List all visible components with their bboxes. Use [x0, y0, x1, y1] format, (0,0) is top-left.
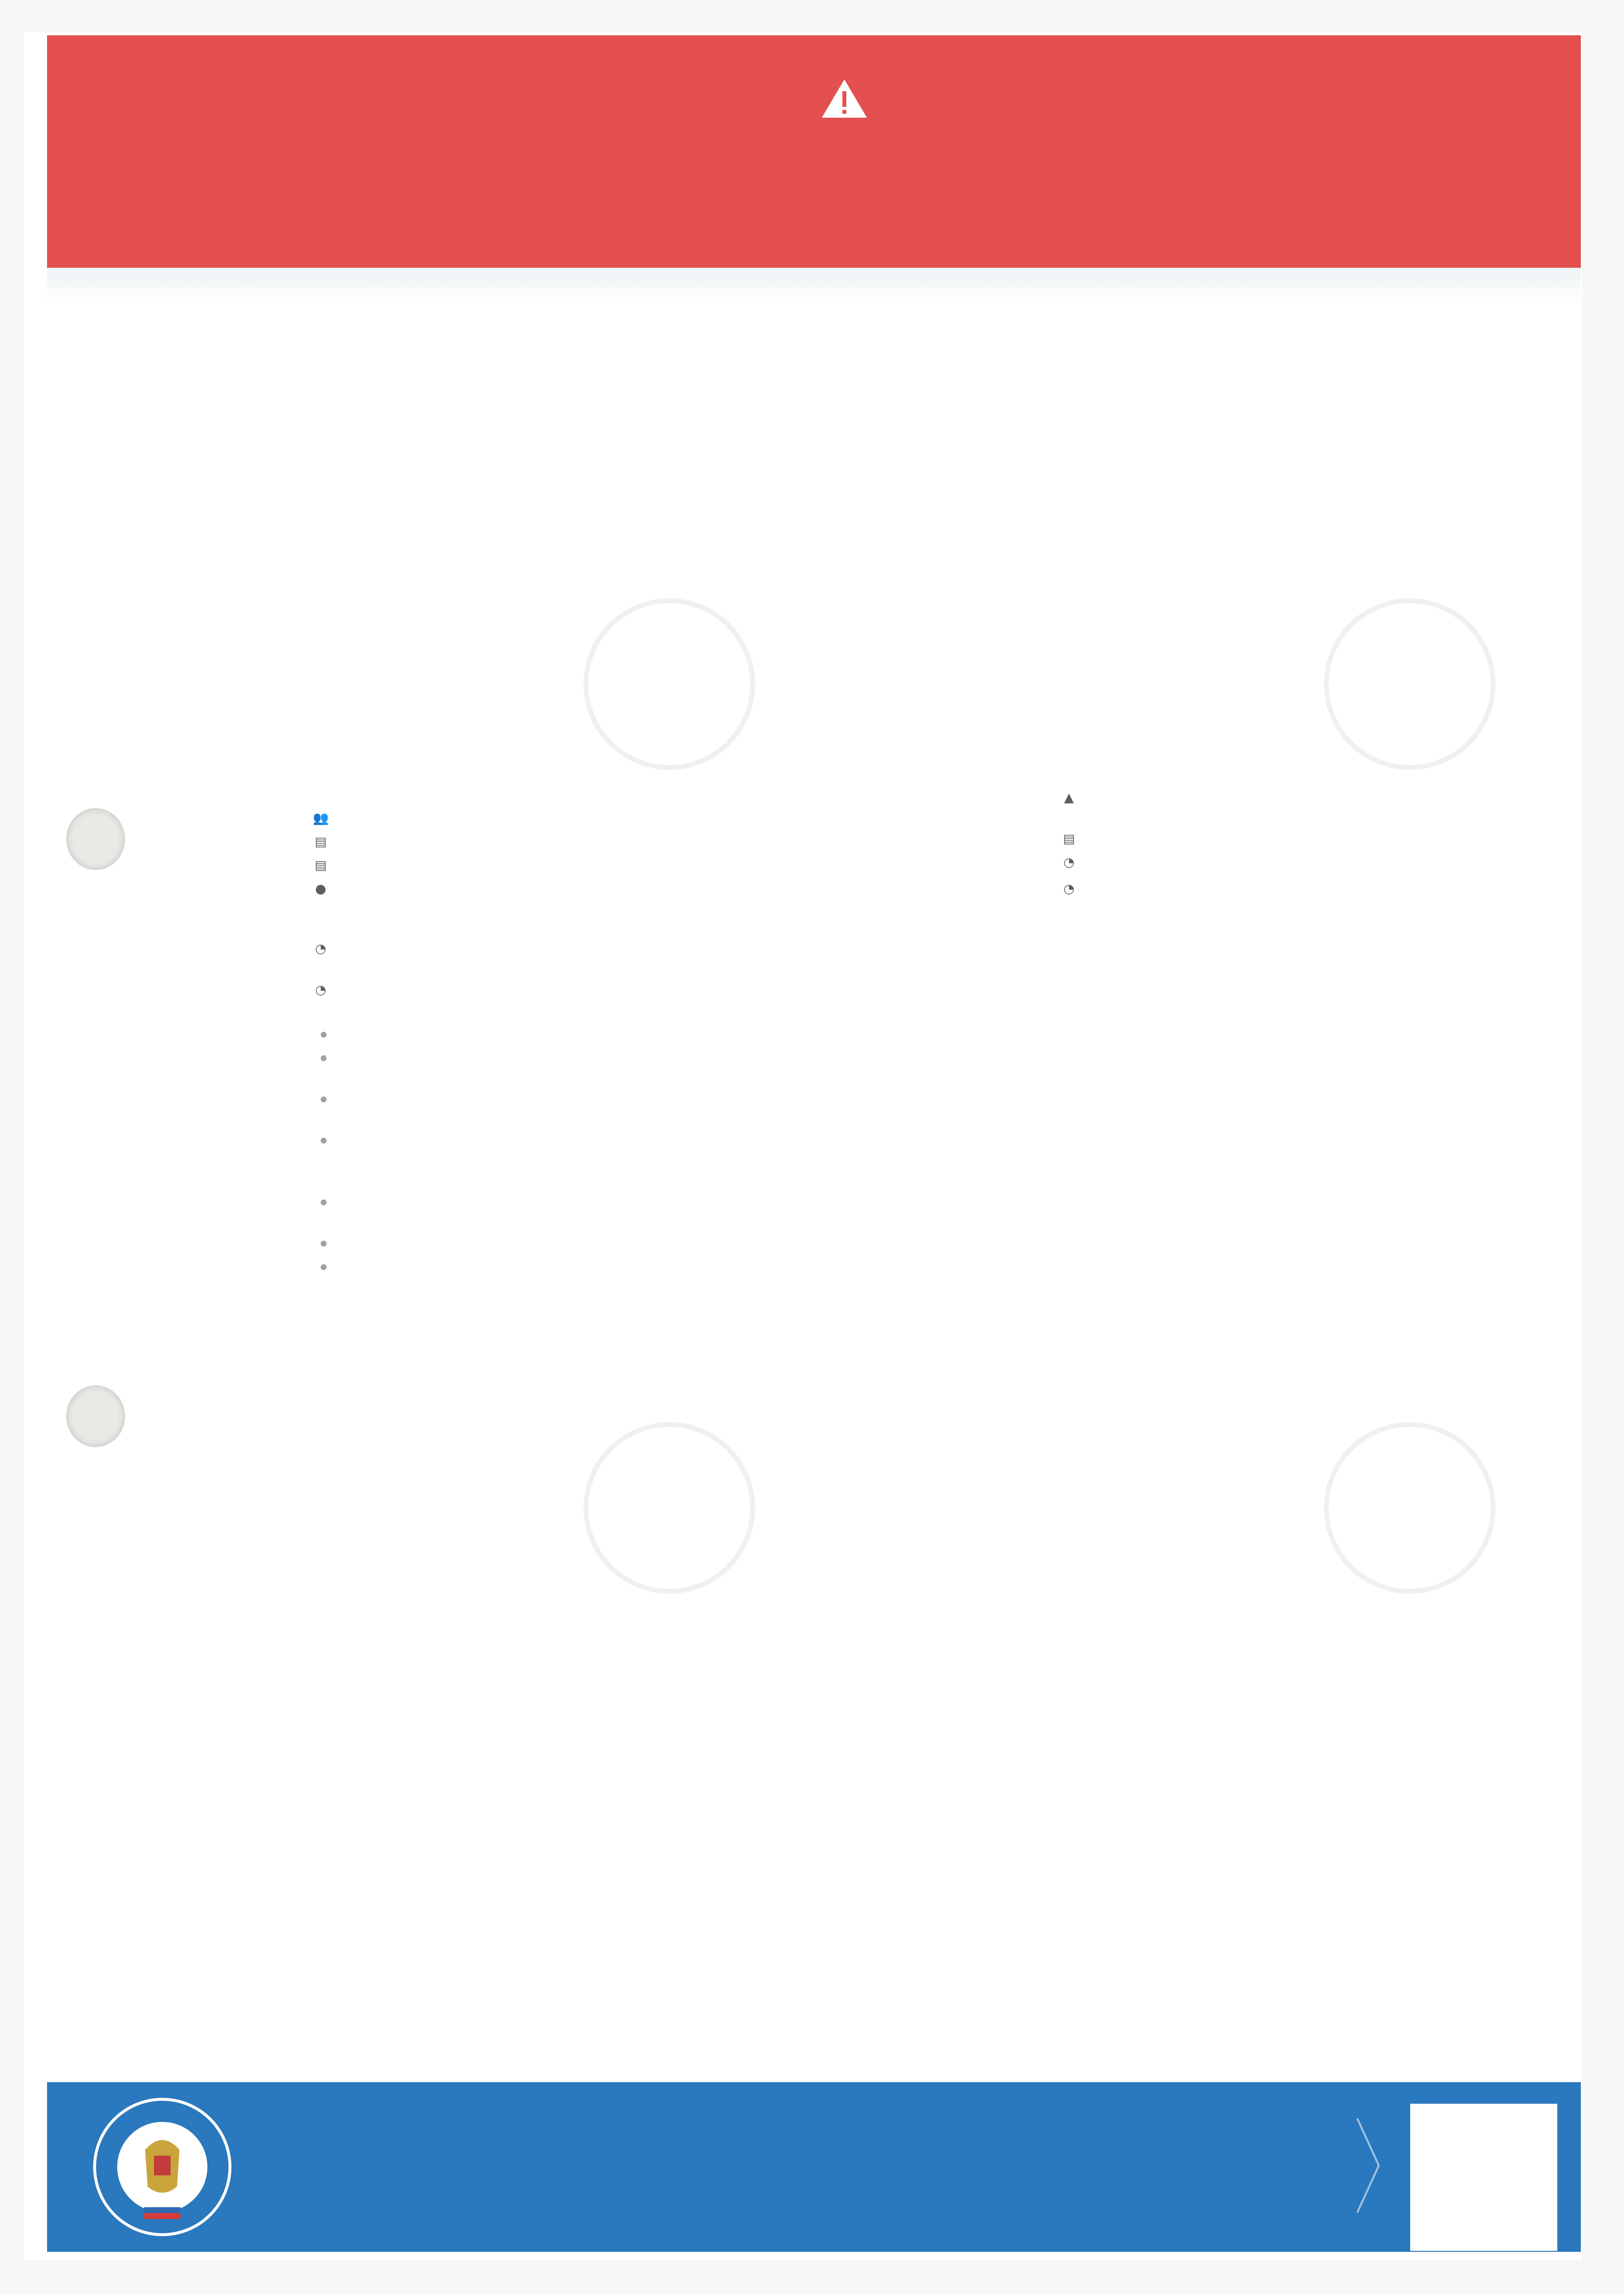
warning-icon: ▲: [1064, 790, 1074, 805]
watermark-npd: [1324, 1422, 1496, 1594]
top-banner: [47, 35, 1581, 268]
watermark-osn: [584, 1422, 755, 1594]
info-icon: ●: [315, 882, 327, 896]
arrow-right-icon: [1353, 2116, 1383, 2215]
money-icon: ▤: [314, 835, 327, 849]
percent-pie-icon: ◔: [1063, 882, 1075, 896]
warning-icon: [821, 78, 868, 119]
money-icon: ▤: [1063, 832, 1075, 846]
paper-sheet: [24, 31, 1582, 2260]
watermark-usn: [584, 598, 755, 770]
people-icon: 👥: [313, 811, 329, 826]
bullet-dot: [321, 1199, 327, 1205]
percent-pie-icon: ◔: [1063, 855, 1075, 870]
watermark-psn: [1324, 598, 1496, 770]
bullet-dot: [321, 1138, 327, 1144]
bullet-dot: [321, 1096, 327, 1102]
bullet-dot: [321, 1032, 327, 1038]
bullet-dot: [321, 1055, 327, 1061]
footer: [47, 2082, 1581, 2252]
punch-hole: [66, 808, 125, 870]
percent-pie-icon: ◔: [315, 942, 327, 956]
percent-pie-icon: ◔: [315, 983, 327, 997]
bullet-dot: [321, 1241, 327, 1247]
fns-emblem-icon: [91, 2096, 233, 2238]
bullet-dot: [321, 1264, 327, 1270]
qr-code-icon: [1417, 2111, 1550, 2244]
qr-code[interactable]: [1410, 2104, 1557, 2251]
gradient-band: [47, 268, 1581, 306]
punch-hole: [66, 1385, 125, 1447]
money-icon: ▤: [314, 858, 327, 873]
